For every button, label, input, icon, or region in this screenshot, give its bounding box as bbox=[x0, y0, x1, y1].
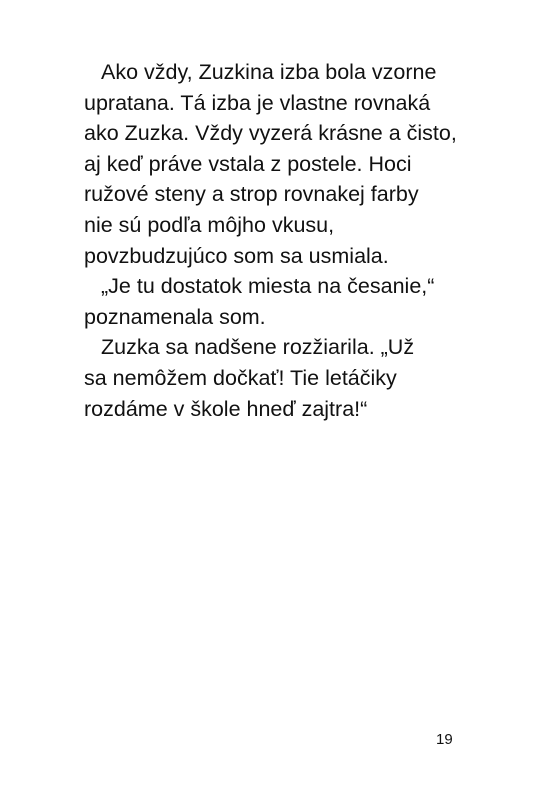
text-line: nie sú podľa môjho vkusu, bbox=[84, 212, 335, 237]
text-line: upratana. Tá izba je vlastne rovnaká bbox=[84, 90, 431, 115]
text-line: „Je tu dostatok miesta na česanie,“ bbox=[101, 274, 435, 299]
text-line: Zuzka sa nadšene rozžiarila. „Už bbox=[101, 335, 415, 360]
text-line: ružové steny a strop rovnakej farby bbox=[84, 182, 419, 207]
page-number: 19 bbox=[436, 731, 453, 748]
text-line: ako Zuzka. Vždy vyzerá krásne a čisto, bbox=[84, 121, 457, 146]
body-text bbox=[84, 57, 464, 424]
text-line: Ako vždy, Zuzkina izba bola vzorne bbox=[101, 60, 437, 84]
text-line: rozdáme v škole hneď zajtra!“ bbox=[84, 396, 368, 421]
text-line: sa nemôžem dočkať! Tie letáčiky bbox=[84, 365, 397, 390]
text-line: poznamenala som. bbox=[84, 304, 266, 329]
text-line: povzbudzujúco som sa usmiala. bbox=[84, 243, 389, 268]
text-line: aj keď práve vstala z postele. Hoci bbox=[84, 151, 412, 176]
